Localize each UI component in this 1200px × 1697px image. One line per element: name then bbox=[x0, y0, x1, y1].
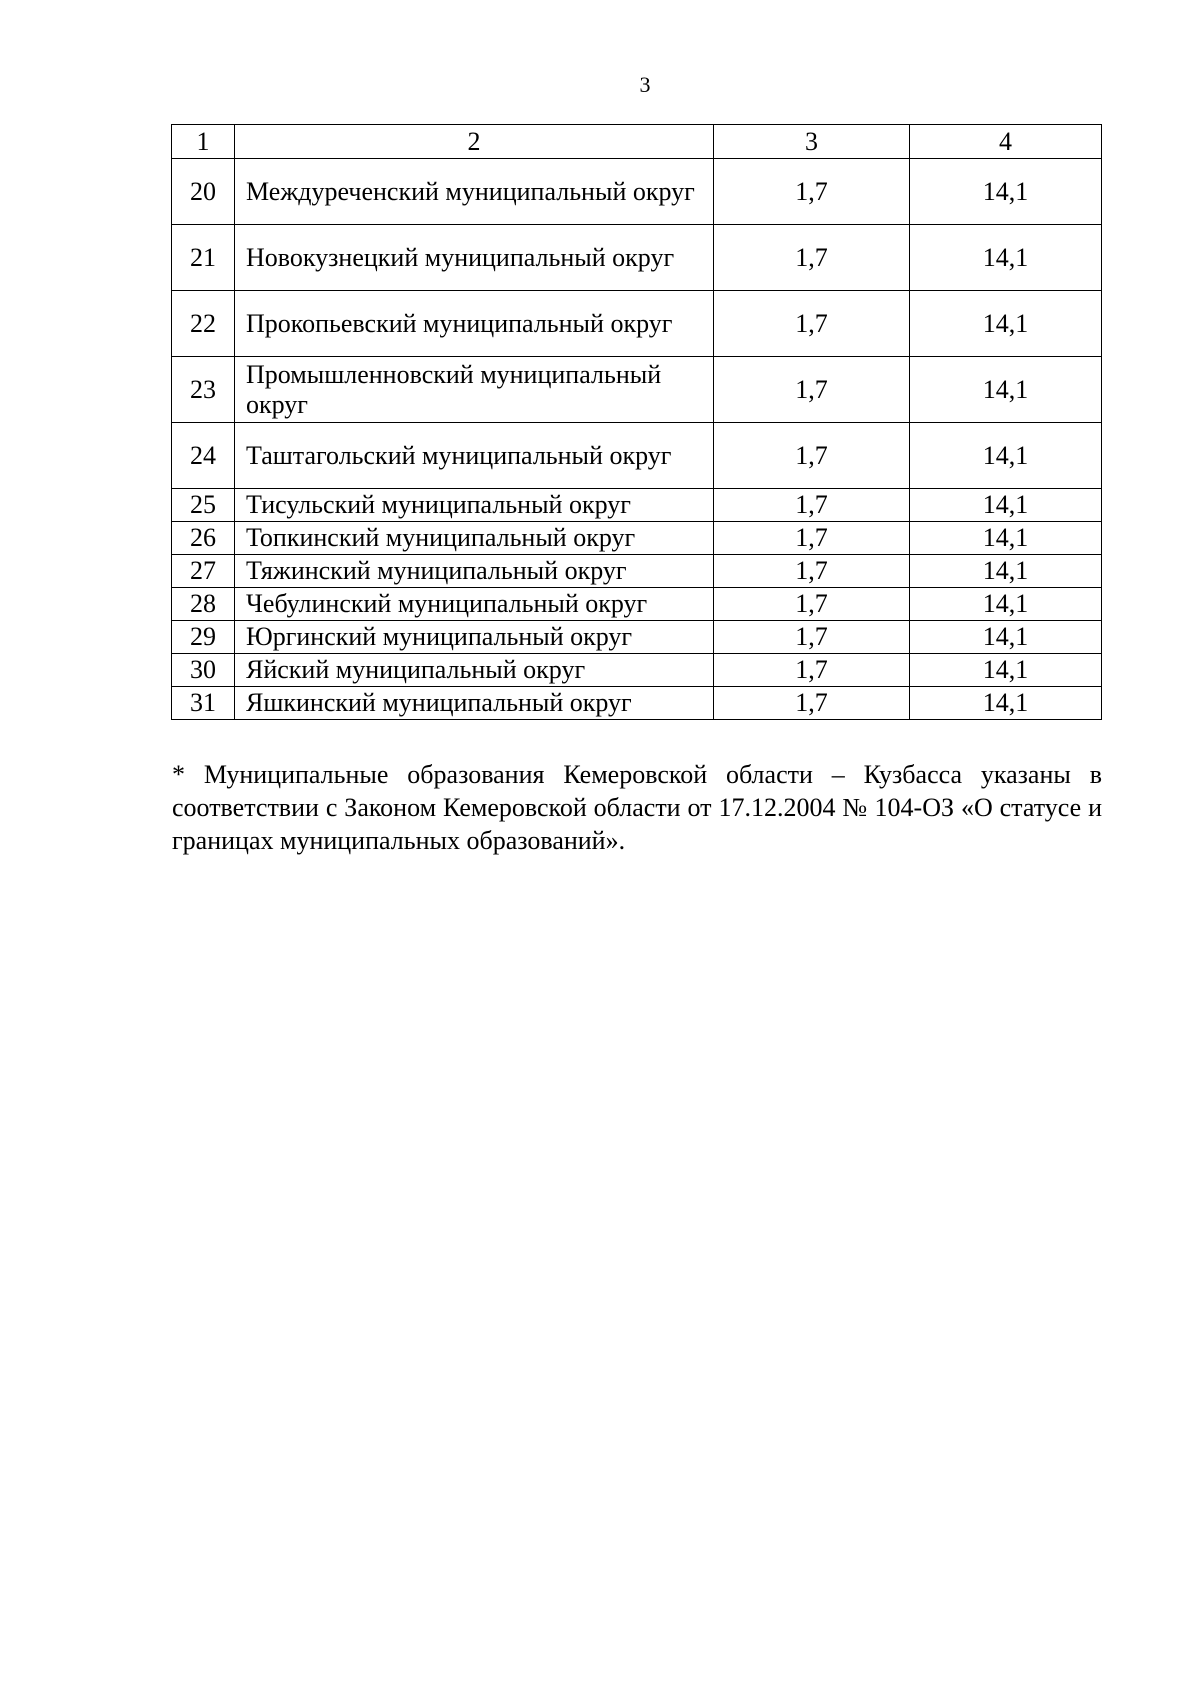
table-row bbox=[172, 522, 1102, 555]
row-value-col4: 14,1 bbox=[910, 423, 1102, 489]
header-cell: 4 bbox=[910, 125, 1102, 159]
row-value-col4: 14,1 bbox=[910, 357, 1102, 423]
row-name: Прокопьевский муниципальный округ bbox=[235, 291, 714, 357]
table-row bbox=[172, 621, 1102, 654]
row-value-col4: 14,1 bbox=[910, 159, 1102, 225]
row-number: 22 bbox=[172, 291, 235, 357]
row-number: 20 bbox=[172, 159, 235, 225]
row-value-col3: 1,7 bbox=[714, 522, 910, 555]
row-name: Чебулинский муниципальный округ bbox=[235, 588, 714, 621]
row-value-col3: 1,7 bbox=[714, 357, 910, 423]
row-number: 30 bbox=[172, 654, 235, 687]
table-row bbox=[172, 555, 1102, 588]
row-name: Таштагольский муниципальный округ bbox=[235, 423, 714, 489]
row-name: Тяжинский муниципальный округ bbox=[235, 555, 714, 588]
table-row bbox=[172, 489, 1102, 522]
row-number: 29 bbox=[172, 621, 235, 654]
row-value-col3: 1,7 bbox=[714, 225, 910, 291]
table-row bbox=[172, 423, 1102, 489]
row-value-col3: 1,7 bbox=[714, 588, 910, 621]
row-value-col3: 1,7 bbox=[714, 654, 910, 687]
row-value-col4: 14,1 bbox=[910, 522, 1102, 555]
header-cell: 2 bbox=[235, 125, 714, 159]
table-row bbox=[172, 588, 1102, 621]
row-name: Яйский муниципальный округ bbox=[235, 654, 714, 687]
row-value-col3: 1,7 bbox=[714, 621, 910, 654]
table-row bbox=[172, 687, 1102, 720]
table-row bbox=[172, 654, 1102, 687]
footnote: * Муниципальные образования Кемеровской области – Кузбасса указаны в соответствии с Законом Кемеровской области от 17.12.2004 № 104-ОЗ «О статусе и границах муниципальных образований». bbox=[172, 760, 1102, 855]
row-value-col4: 14,1 bbox=[910, 588, 1102, 621]
header-cell: 1 bbox=[172, 125, 235, 159]
data-table bbox=[171, 124, 1102, 720]
row-value-col3: 1,7 bbox=[714, 687, 910, 720]
row-number: 21 bbox=[172, 225, 235, 291]
row-value-col3: 1,7 bbox=[714, 489, 910, 522]
header-cell: 3 bbox=[714, 125, 910, 159]
row-number: 25 bbox=[172, 489, 235, 522]
page-number: 3 bbox=[639, 72, 651, 97]
row-value-col3: 1,7 bbox=[714, 159, 910, 225]
row-value-col3: 1,7 bbox=[714, 423, 910, 489]
table-row bbox=[172, 159, 1102, 225]
row-number: 26 bbox=[172, 522, 235, 555]
row-number: 24 bbox=[172, 423, 235, 489]
row-value-col4: 14,1 bbox=[910, 291, 1102, 357]
table-row bbox=[172, 357, 1102, 423]
row-value-col4: 14,1 bbox=[910, 654, 1102, 687]
row-number: 23 bbox=[172, 357, 235, 423]
row-name: Тисульский муниципальный округ bbox=[235, 489, 714, 522]
row-name: Юргинский муниципальный округ bbox=[235, 621, 714, 654]
row-value-col4: 14,1 bbox=[910, 687, 1102, 720]
row-value-col3: 1,7 bbox=[714, 555, 910, 588]
row-value-col4: 14,1 bbox=[910, 555, 1102, 588]
row-name: Промышленновский муниципальный округ bbox=[235, 357, 714, 423]
table-row bbox=[172, 291, 1102, 357]
row-value-col4: 14,1 bbox=[910, 489, 1102, 522]
row-name: Топкинский муниципальный округ bbox=[235, 522, 714, 555]
row-number: 31 bbox=[172, 687, 235, 720]
row-name: Междуреченский муниципальный округ bbox=[235, 159, 714, 225]
row-value-col3: 1,7 bbox=[714, 291, 910, 357]
table-header-row bbox=[172, 125, 1102, 159]
row-name: Яшкинский муниципальный округ bbox=[235, 687, 714, 720]
row-number: 28 bbox=[172, 588, 235, 621]
row-value-col4: 14,1 bbox=[910, 621, 1102, 654]
table-row bbox=[172, 225, 1102, 291]
row-number: 27 bbox=[172, 555, 235, 588]
row-value-col4: 14,1 bbox=[910, 225, 1102, 291]
row-name: Новокузнецкий муниципальный округ bbox=[235, 225, 714, 291]
